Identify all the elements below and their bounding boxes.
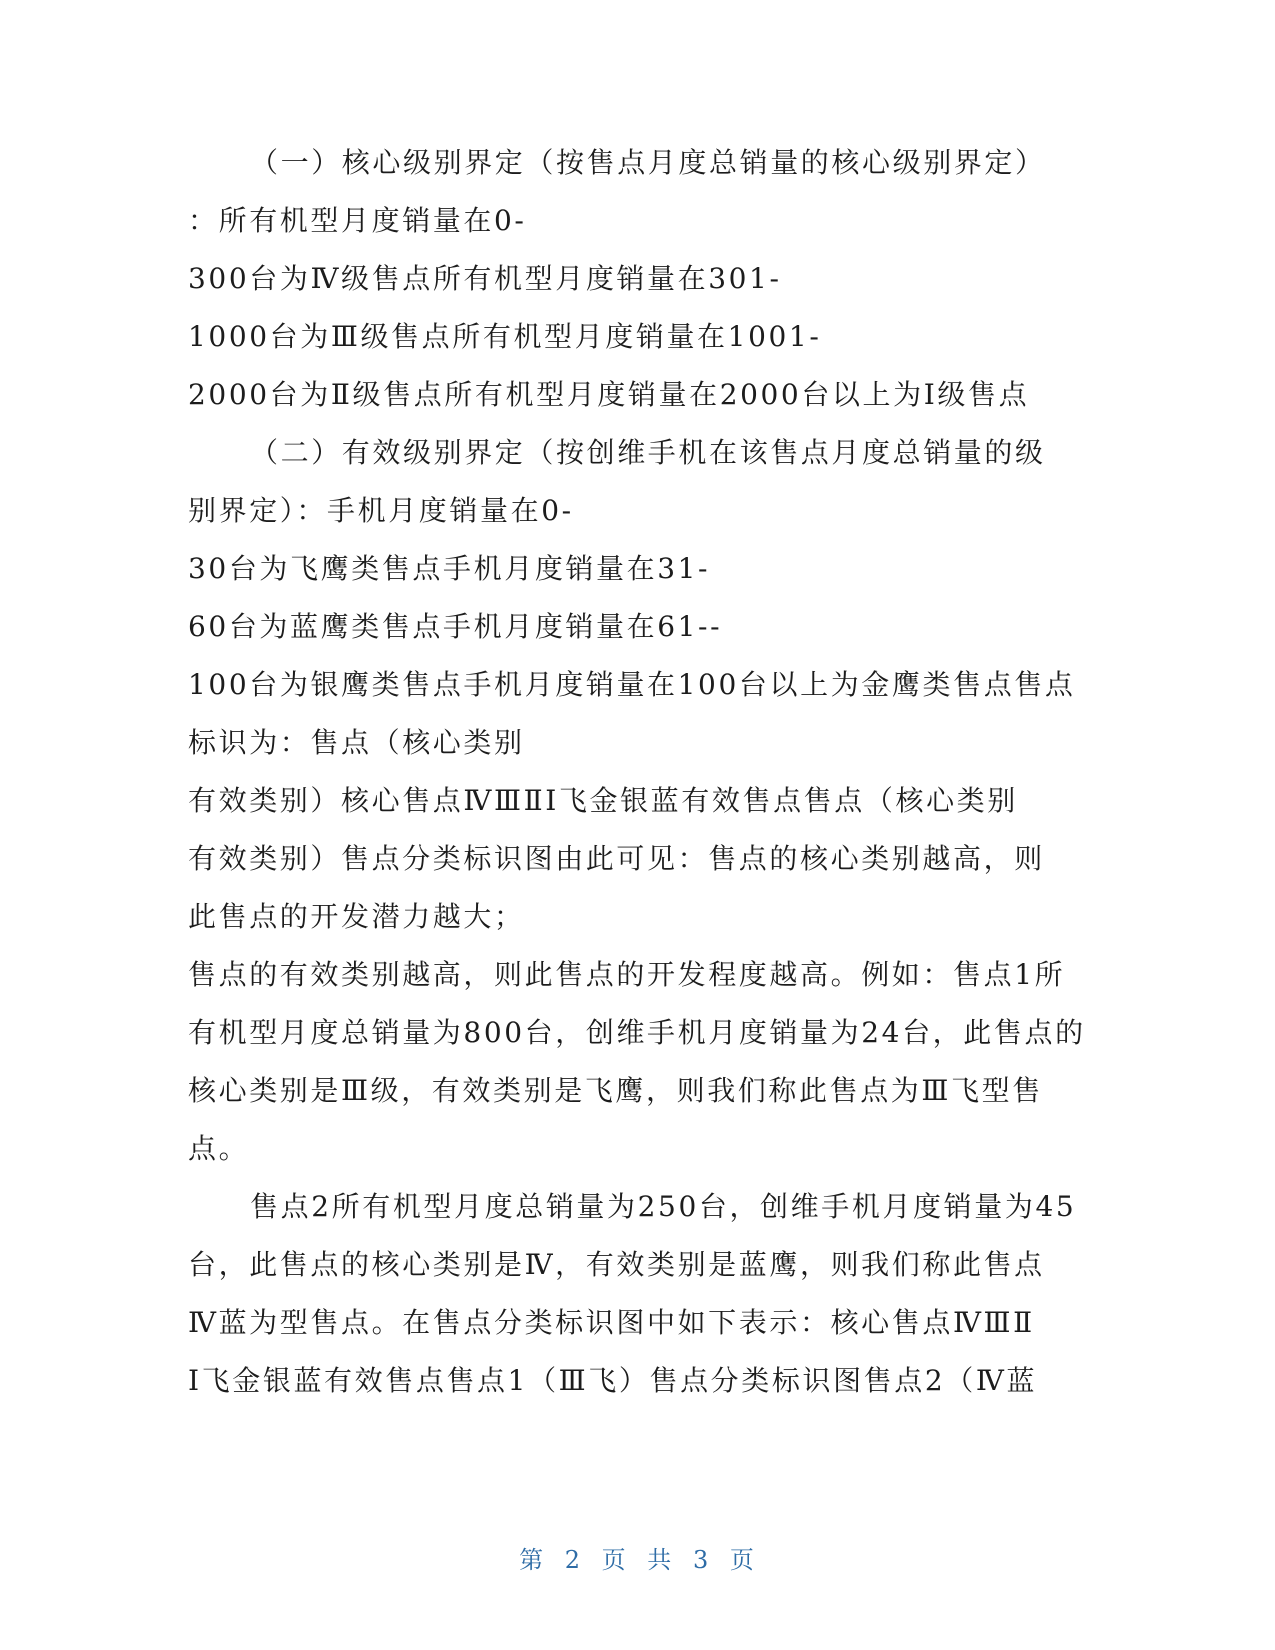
text-line: Ⅰ飞金银蓝有效售点售点1（Ⅲ飞）售点分类标识图售点2（Ⅳ蓝 [188,1364,1038,1397]
text-line: 60台为蓝鹰类售点手机月度销量在61-- [188,610,723,643]
text-line: 有效类别）售点分类标识图由此可见：售点的核心类别越高，则 [188,842,1045,875]
text-line: 1000台为Ⅲ级售点所有机型月度销量在1001- [188,320,822,353]
text-line: Ⅳ蓝为型售点。在售点分类标识图中如下表示：核心售点ⅣⅢⅡ [188,1306,1035,1339]
text-line: 点。 [188,1132,250,1165]
text-line: 100台为银鹰类售点手机月度销量在100台以上为金鹰类售点售点 [188,668,1076,701]
text-line: 有机型月度总销量为800台，创维手机月度销量为24台，此售点的 [188,1016,1086,1049]
text-line: （一）核心级别界定（按售点月度总销量的核心级别界定） [250,146,1046,179]
text-line: 别界定）：手机月度销量在0- [188,494,574,527]
text-line: ：所有机型月度销量在0- [188,204,527,237]
text-line: 此售点的开发潜力越大； [188,900,525,933]
text-line: 有效类别）核心售点ⅣⅢⅡⅠ飞金银蓝有效售点售点（核心类别 [188,784,1018,817]
text-line: 售点2所有机型月度总销量为250台，创维手机月度销量为45 [250,1190,1077,1223]
text-line: 300台为Ⅳ级售点所有机型月度销量在301- [188,262,782,295]
text-line: 售点的有效类别越高，则此售点的开发程度越高。例如：售点1所 [188,958,1066,991]
text-line: 30台为飞鹰类售点手机月度销量在31- [188,552,711,585]
text-line: 2000台为Ⅱ级售点所有机型月度销量在2000台以上为Ⅰ级售点 [188,378,1030,411]
text-line: 标识为：售点（核心类别 [188,726,525,759]
page-number: 第 2 页 共 3 页 [519,1546,756,1574]
text-line: （二）有效级别界定（按创维手机在该售点月度总销量的级 [250,436,1046,469]
text-line: 台，此售点的核心类别是Ⅳ，有效类别是蓝鹰，则我们称此售点 [188,1248,1045,1281]
text-line: 核心类别是Ⅲ级，有效类别是飞鹰，则我们称此售点为Ⅲ飞型售 [188,1074,1043,1107]
